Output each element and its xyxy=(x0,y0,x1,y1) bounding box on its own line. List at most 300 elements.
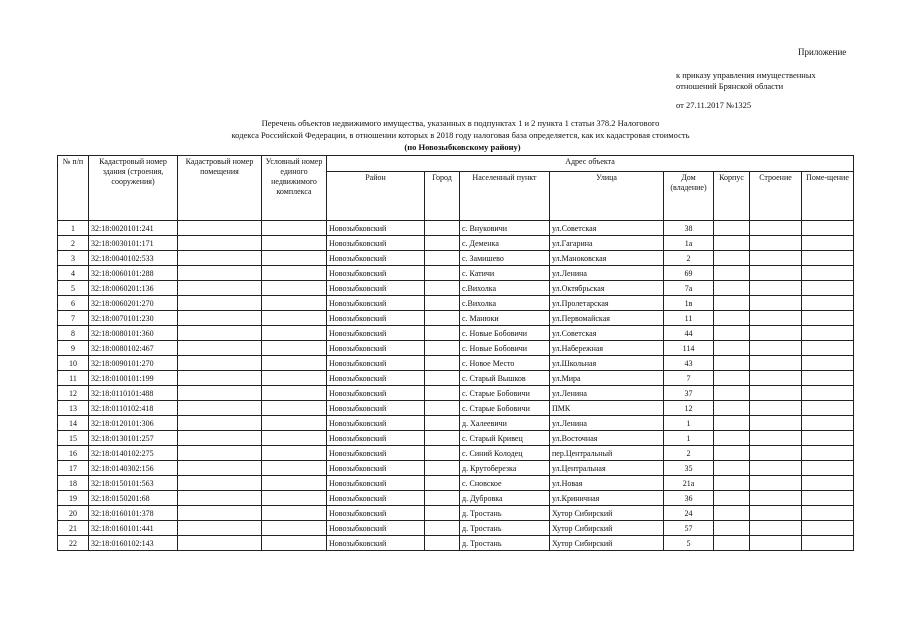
cell-locality: с. Новые Бобовичи xyxy=(460,341,550,356)
title-line1-text: Перечень объектов недвижимого имущества, указанных в подпунктах 1 и 2 пункта 1 статьи 378.2 Налогового xyxy=(261,118,660,128)
cell-cadastral-building: 32:18:0110101:488 xyxy=(89,386,178,401)
cell-cadastral-room xyxy=(178,296,262,311)
cell-conditional-number xyxy=(262,476,327,491)
cell-locality: д. Дубровка xyxy=(460,491,550,506)
cell-district: Новозыбковский xyxy=(327,326,425,341)
cell-korpus xyxy=(714,476,750,491)
cell-room xyxy=(802,416,854,431)
cell-num: 19 xyxy=(58,491,89,506)
cell-num: 22 xyxy=(58,536,89,551)
cell-conditional-number xyxy=(262,326,327,341)
cell-locality: с. Старые Бобовичи xyxy=(460,386,550,401)
cell-korpus xyxy=(714,341,750,356)
cell-conditional-number xyxy=(262,401,327,416)
cell-house: 12 xyxy=(664,401,714,416)
cell-conditional-number xyxy=(262,251,327,266)
cell-locality: с. Старый Кривец xyxy=(460,431,550,446)
header-building: Строение xyxy=(750,172,802,221)
cell-city xyxy=(425,371,460,386)
cell-korpus xyxy=(714,536,750,551)
cell-num: 14 xyxy=(58,416,89,431)
cell-building xyxy=(750,266,802,281)
cell-district: Новозыбковский xyxy=(327,371,425,386)
cell-city xyxy=(425,281,460,296)
cell-room xyxy=(802,221,854,236)
cell-korpus xyxy=(714,386,750,401)
table-row xyxy=(58,506,854,521)
cell-locality: с. Манюки xyxy=(460,311,550,326)
cell-num: 2 xyxy=(58,236,89,251)
cell-house: 37 xyxy=(664,386,714,401)
table-row xyxy=(58,341,854,356)
cell-locality: с.Вихолка xyxy=(460,296,550,311)
cell-locality: д. Крутоберезка xyxy=(460,461,550,476)
cell-num: 21 xyxy=(58,521,89,536)
table-row xyxy=(58,521,854,536)
cell-num: 10 xyxy=(58,356,89,371)
document-title-line1 xyxy=(0,118,905,128)
cell-korpus xyxy=(714,431,750,446)
cell-district: Новозыбковский xyxy=(327,461,425,476)
cell-street: ул.Ленина xyxy=(550,266,664,281)
cell-street: ПМК xyxy=(550,401,664,416)
cell-room xyxy=(802,371,854,386)
cell-korpus xyxy=(714,506,750,521)
table-row xyxy=(58,491,854,506)
cell-building xyxy=(750,386,802,401)
cell-district: Новозыбковский xyxy=(327,266,425,281)
cell-korpus xyxy=(714,416,750,431)
cell-building xyxy=(750,341,802,356)
cell-cadastral-building: 32:18:0060201:270 xyxy=(89,296,178,311)
table-row xyxy=(58,371,854,386)
cell-room xyxy=(802,251,854,266)
cell-city xyxy=(425,236,460,251)
cell-district: Новозыбковский xyxy=(327,236,425,251)
cell-house: 2 xyxy=(664,251,714,266)
cell-street: ул.Ленина xyxy=(550,386,664,401)
cell-district: Новозыбковский xyxy=(327,431,425,446)
cell-building xyxy=(750,536,802,551)
cell-cadastral-building: 32:18:0130101:257 xyxy=(89,431,178,446)
cell-cadastral-room xyxy=(178,221,262,236)
cell-cadastral-building: 32:18:0160101:441 xyxy=(89,521,178,536)
cell-num: 7 xyxy=(58,311,89,326)
cell-building xyxy=(750,311,802,326)
cell-cadastral-building: 32:18:0160101:378 xyxy=(89,506,178,521)
cell-district: Новозыбковский xyxy=(327,281,425,296)
header-locality: Населенный пункт xyxy=(460,172,550,221)
header-house: Дом (владение) xyxy=(664,172,714,221)
cell-district: Новозыбковский xyxy=(327,491,425,506)
table-row xyxy=(58,461,854,476)
cell-building xyxy=(750,356,802,371)
cell-conditional-number xyxy=(262,371,327,386)
header-address: Адрес объекта xyxy=(327,156,854,172)
cell-street: ул.Школьная xyxy=(550,356,664,371)
cell-house: 2 xyxy=(664,446,714,461)
cell-building xyxy=(750,251,802,266)
cell-district: Новозыбковский xyxy=(327,221,425,236)
cell-city xyxy=(425,266,460,281)
cell-cadastral-building: 32:18:0030101:171 xyxy=(89,236,178,251)
cell-korpus xyxy=(714,521,750,536)
cell-room xyxy=(802,491,854,506)
cell-street: ул.Пролетарская xyxy=(550,296,664,311)
cell-street: пер.Центральный xyxy=(550,446,664,461)
cell-cadastral-building: 32:18:0070101:230 xyxy=(89,311,178,326)
cell-room xyxy=(802,296,854,311)
order-reference-line2: отношений Брянской области xyxy=(676,81,784,91)
cell-district: Новозыбковский xyxy=(327,311,425,326)
cell-city xyxy=(425,491,460,506)
cell-cadastral-building: 32:18:0080101:360 xyxy=(89,326,178,341)
cell-house: 114 xyxy=(664,341,714,356)
table-row xyxy=(58,431,854,446)
cell-street: Хутор Сибирский xyxy=(550,521,664,536)
cell-korpus xyxy=(714,371,750,386)
cell-num: 9 xyxy=(58,341,89,356)
cell-city xyxy=(425,416,460,431)
cell-room xyxy=(802,326,854,341)
cell-city xyxy=(425,521,460,536)
cell-conditional-number xyxy=(262,356,327,371)
cell-cadastral-room xyxy=(178,491,262,506)
cell-cadastral-building: 32:18:0060201:136 xyxy=(89,281,178,296)
cell-cadastral-building: 32:18:0150101:563 xyxy=(89,476,178,491)
header-conditional-number: Условный номер единого недвижимого комплекса xyxy=(262,156,327,221)
cell-cadastral-building: 32:18:0100101:199 xyxy=(89,371,178,386)
table-row xyxy=(58,236,854,251)
cell-cadastral-room xyxy=(178,326,262,341)
cell-locality: д. Тростань xyxy=(460,521,550,536)
cell-street: ул.Октябрьская xyxy=(550,281,664,296)
property-register-table xyxy=(57,155,854,551)
header-korpus: Корпус xyxy=(714,172,750,221)
document-title-line2 xyxy=(0,130,905,140)
cell-district: Новозыбковский xyxy=(327,416,425,431)
table-row xyxy=(58,311,854,326)
cell-city xyxy=(425,356,460,371)
cell-house: 44 xyxy=(664,326,714,341)
cell-room xyxy=(802,311,854,326)
cell-room xyxy=(802,461,854,476)
cell-house: 1 xyxy=(664,431,714,446)
cell-street: ул.Маноковская xyxy=(550,251,664,266)
cell-street: ул.Советская xyxy=(550,326,664,341)
cell-street: ул.Набережная xyxy=(550,341,664,356)
cell-room xyxy=(802,266,854,281)
appendix-label: Приложение xyxy=(798,47,847,57)
cell-city xyxy=(425,431,460,446)
cell-cadastral-building: 32:18:0140302:156 xyxy=(89,461,178,476)
cell-building xyxy=(750,371,802,386)
cell-cadastral-room xyxy=(178,461,262,476)
cell-building xyxy=(750,461,802,476)
cell-room xyxy=(802,401,854,416)
subtitle-text: (по Новозыбковскому району) xyxy=(404,142,521,152)
cell-cadastral-building: 32:18:0080102:467 xyxy=(89,341,178,356)
cell-street: ул.Мира xyxy=(550,371,664,386)
cell-conditional-number xyxy=(262,236,327,251)
cell-cadastral-building: 32:18:0160102:143 xyxy=(89,536,178,551)
cell-num: 1 xyxy=(58,221,89,236)
cell-room xyxy=(802,521,854,536)
cell-conditional-number xyxy=(262,386,327,401)
cell-num: 4 xyxy=(58,266,89,281)
cell-street: Хутор Сибирский xyxy=(550,506,664,521)
cell-cadastral-room xyxy=(178,431,262,446)
cell-district: Новозыбковский xyxy=(327,356,425,371)
cell-room xyxy=(802,536,854,551)
table-row xyxy=(58,296,854,311)
cell-cadastral-building: 32:18:0110102:418 xyxy=(89,401,178,416)
cell-building xyxy=(750,416,802,431)
cell-street: ул.Ленина xyxy=(550,416,664,431)
cell-locality: д. Халеевичи xyxy=(460,416,550,431)
cell-conditional-number xyxy=(262,341,327,356)
cell-room xyxy=(802,356,854,371)
cell-conditional-number xyxy=(262,536,327,551)
cell-cadastral-building: 32:18:0150201:68 xyxy=(89,491,178,506)
cell-city xyxy=(425,506,460,521)
cell-korpus xyxy=(714,356,750,371)
cell-district: Новозыбковский xyxy=(327,521,425,536)
cell-locality: с. Катичи xyxy=(460,266,550,281)
cell-korpus xyxy=(714,221,750,236)
cell-room xyxy=(802,476,854,491)
order-reference-line1: к приказу управления имущественных xyxy=(676,70,816,80)
cell-city xyxy=(425,536,460,551)
cell-district: Новозыбковский xyxy=(327,536,425,551)
cell-room xyxy=(802,281,854,296)
cell-street: ул.Центральная xyxy=(550,461,664,476)
cell-cadastral-room xyxy=(178,266,262,281)
title-line2-text: кодекса Российской Федерации, в отношении которых в 2018 году налоговая база определяется, как их кадастровая стоимость xyxy=(231,130,690,140)
cell-locality: с. Новые Бобовичи xyxy=(460,326,550,341)
table-row xyxy=(58,221,854,236)
cell-building xyxy=(750,506,802,521)
cell-cadastral-room xyxy=(178,356,262,371)
cell-city xyxy=(425,386,460,401)
cell-city xyxy=(425,401,460,416)
header-room: Поме-щение xyxy=(802,172,854,221)
cell-house: 57 xyxy=(664,521,714,536)
table-row xyxy=(58,356,854,371)
cell-house: 43 xyxy=(664,356,714,371)
header-cadastral-building: Кадастровый номер здания (строения, сооружения) xyxy=(89,156,178,221)
cell-conditional-number xyxy=(262,221,327,236)
cell-korpus xyxy=(714,281,750,296)
cell-street: ул.Гагарина xyxy=(550,236,664,251)
cell-conditional-number xyxy=(262,266,327,281)
cell-cadastral-room xyxy=(178,416,262,431)
order-date: от 27.11.2017 №1325 xyxy=(676,100,752,110)
cell-conditional-number xyxy=(262,521,327,536)
table-body xyxy=(58,221,854,551)
cell-house: 69 xyxy=(664,266,714,281)
cell-locality: с. Сновское xyxy=(460,476,550,491)
cell-street: ул.Первомайская xyxy=(550,311,664,326)
document-subtitle xyxy=(0,142,905,152)
cell-building xyxy=(750,491,802,506)
cell-korpus xyxy=(714,461,750,476)
cell-district: Новозыбковский xyxy=(327,251,425,266)
cell-cadastral-building: 32:18:0060101:288 xyxy=(89,266,178,281)
cell-cadastral-building: 32:18:0120101:306 xyxy=(89,416,178,431)
header-city: Город xyxy=(425,172,460,221)
cell-house: 38 xyxy=(664,221,714,236)
cell-city xyxy=(425,296,460,311)
cell-house: 1а xyxy=(664,236,714,251)
cell-korpus xyxy=(714,491,750,506)
cell-room xyxy=(802,341,854,356)
cell-building xyxy=(750,296,802,311)
cell-cadastral-room xyxy=(178,536,262,551)
cell-city xyxy=(425,221,460,236)
cell-cadastral-room xyxy=(178,386,262,401)
header-num: № п/п xyxy=(58,156,89,221)
cell-house: 7а xyxy=(664,281,714,296)
cell-street: ул.Новая xyxy=(550,476,664,491)
table-row xyxy=(58,251,854,266)
cell-building xyxy=(750,401,802,416)
cell-district: Новозыбковский xyxy=(327,401,425,416)
cell-cadastral-room xyxy=(178,476,262,491)
cell-locality: с.Вихолка xyxy=(460,281,550,296)
cell-cadastral-room xyxy=(178,281,262,296)
cell-house: 36 xyxy=(664,491,714,506)
cell-num: 18 xyxy=(58,476,89,491)
cell-building xyxy=(750,326,802,341)
cell-building xyxy=(750,236,802,251)
cell-house: 35 xyxy=(664,461,714,476)
cell-korpus xyxy=(714,236,750,251)
cell-num: 13 xyxy=(58,401,89,416)
cell-korpus xyxy=(714,446,750,461)
cell-house: 1 xyxy=(664,416,714,431)
cell-city xyxy=(425,476,460,491)
cell-conditional-number xyxy=(262,446,327,461)
table-row xyxy=(58,536,854,551)
cell-locality: с. Старый Вышков xyxy=(460,371,550,386)
cell-building xyxy=(750,446,802,461)
cell-conditional-number xyxy=(262,491,327,506)
cell-num: 20 xyxy=(58,506,89,521)
header-street: Улица xyxy=(550,172,664,221)
cell-room xyxy=(802,446,854,461)
cell-house: 11 xyxy=(664,311,714,326)
cell-cadastral-room xyxy=(178,341,262,356)
table-row xyxy=(58,416,854,431)
cell-cadastral-building: 32:18:0040102:533 xyxy=(89,251,178,266)
cell-building xyxy=(750,431,802,446)
cell-locality: с. Замишево xyxy=(460,251,550,266)
table-header-row xyxy=(58,156,854,172)
cell-num: 15 xyxy=(58,431,89,446)
cell-district: Новозыбковский xyxy=(327,476,425,491)
cell-korpus xyxy=(714,311,750,326)
cell-building xyxy=(750,281,802,296)
cell-cadastral-room xyxy=(178,521,262,536)
cell-cadastral-room xyxy=(178,446,262,461)
cell-korpus xyxy=(714,266,750,281)
cell-district: Новозыбковский xyxy=(327,341,425,356)
table-row xyxy=(58,326,854,341)
table-row xyxy=(58,386,854,401)
cell-room xyxy=(802,431,854,446)
header-district: Район xyxy=(327,172,425,221)
cell-conditional-number xyxy=(262,506,327,521)
cell-room xyxy=(802,506,854,521)
cell-locality: с. Старые Бобовичи xyxy=(460,401,550,416)
cell-cadastral-room xyxy=(178,371,262,386)
cell-cadastral-room xyxy=(178,236,262,251)
cell-cadastral-room xyxy=(178,251,262,266)
cell-cadastral-building: 32:18:0140102:275 xyxy=(89,446,178,461)
table-row xyxy=(58,266,854,281)
cell-house: 24 xyxy=(664,506,714,521)
cell-conditional-number xyxy=(262,296,327,311)
cell-city xyxy=(425,341,460,356)
cell-room xyxy=(802,386,854,401)
cell-num: 8 xyxy=(58,326,89,341)
cell-korpus xyxy=(714,326,750,341)
cell-num: 16 xyxy=(58,446,89,461)
cell-cadastral-room xyxy=(178,401,262,416)
cell-district: Новозыбковский xyxy=(327,386,425,401)
cell-street: ул.Криничная xyxy=(550,491,664,506)
cell-conditional-number xyxy=(262,431,327,446)
table-row xyxy=(58,401,854,416)
table-row xyxy=(58,446,854,461)
cell-num: 12 xyxy=(58,386,89,401)
cell-city xyxy=(425,311,460,326)
cell-num: 3 xyxy=(58,251,89,266)
cell-korpus xyxy=(714,401,750,416)
cell-street: Хутор Сибирский xyxy=(550,536,664,551)
cell-house: 7 xyxy=(664,371,714,386)
cell-building xyxy=(750,476,802,491)
cell-conditional-number xyxy=(262,311,327,326)
cell-korpus xyxy=(714,296,750,311)
cell-locality: д. Тростань xyxy=(460,506,550,521)
table-row xyxy=(58,476,854,491)
cell-num: 6 xyxy=(58,296,89,311)
table-row xyxy=(58,281,854,296)
cell-building xyxy=(750,521,802,536)
cell-city xyxy=(425,251,460,266)
cell-building xyxy=(750,221,802,236)
cell-cadastral-building: 32:18:0020101:241 xyxy=(89,221,178,236)
cell-locality: с. Внуковичи xyxy=(460,221,550,236)
cell-korpus xyxy=(714,251,750,266)
cell-room xyxy=(802,236,854,251)
cell-conditional-number xyxy=(262,281,327,296)
cell-district: Новозыбковский xyxy=(327,446,425,461)
cell-locality: д. Тростань xyxy=(460,536,550,551)
cell-locality: с. Синий Колодец xyxy=(460,446,550,461)
cell-city xyxy=(425,461,460,476)
cell-conditional-number xyxy=(262,461,327,476)
cell-locality: с. Деменка xyxy=(460,236,550,251)
cell-house: 1в xyxy=(664,296,714,311)
cell-city xyxy=(425,446,460,461)
cell-cadastral-room xyxy=(178,506,262,521)
cell-house: 5 xyxy=(664,536,714,551)
cell-conditional-number xyxy=(262,416,327,431)
cell-cadastral-room xyxy=(178,311,262,326)
